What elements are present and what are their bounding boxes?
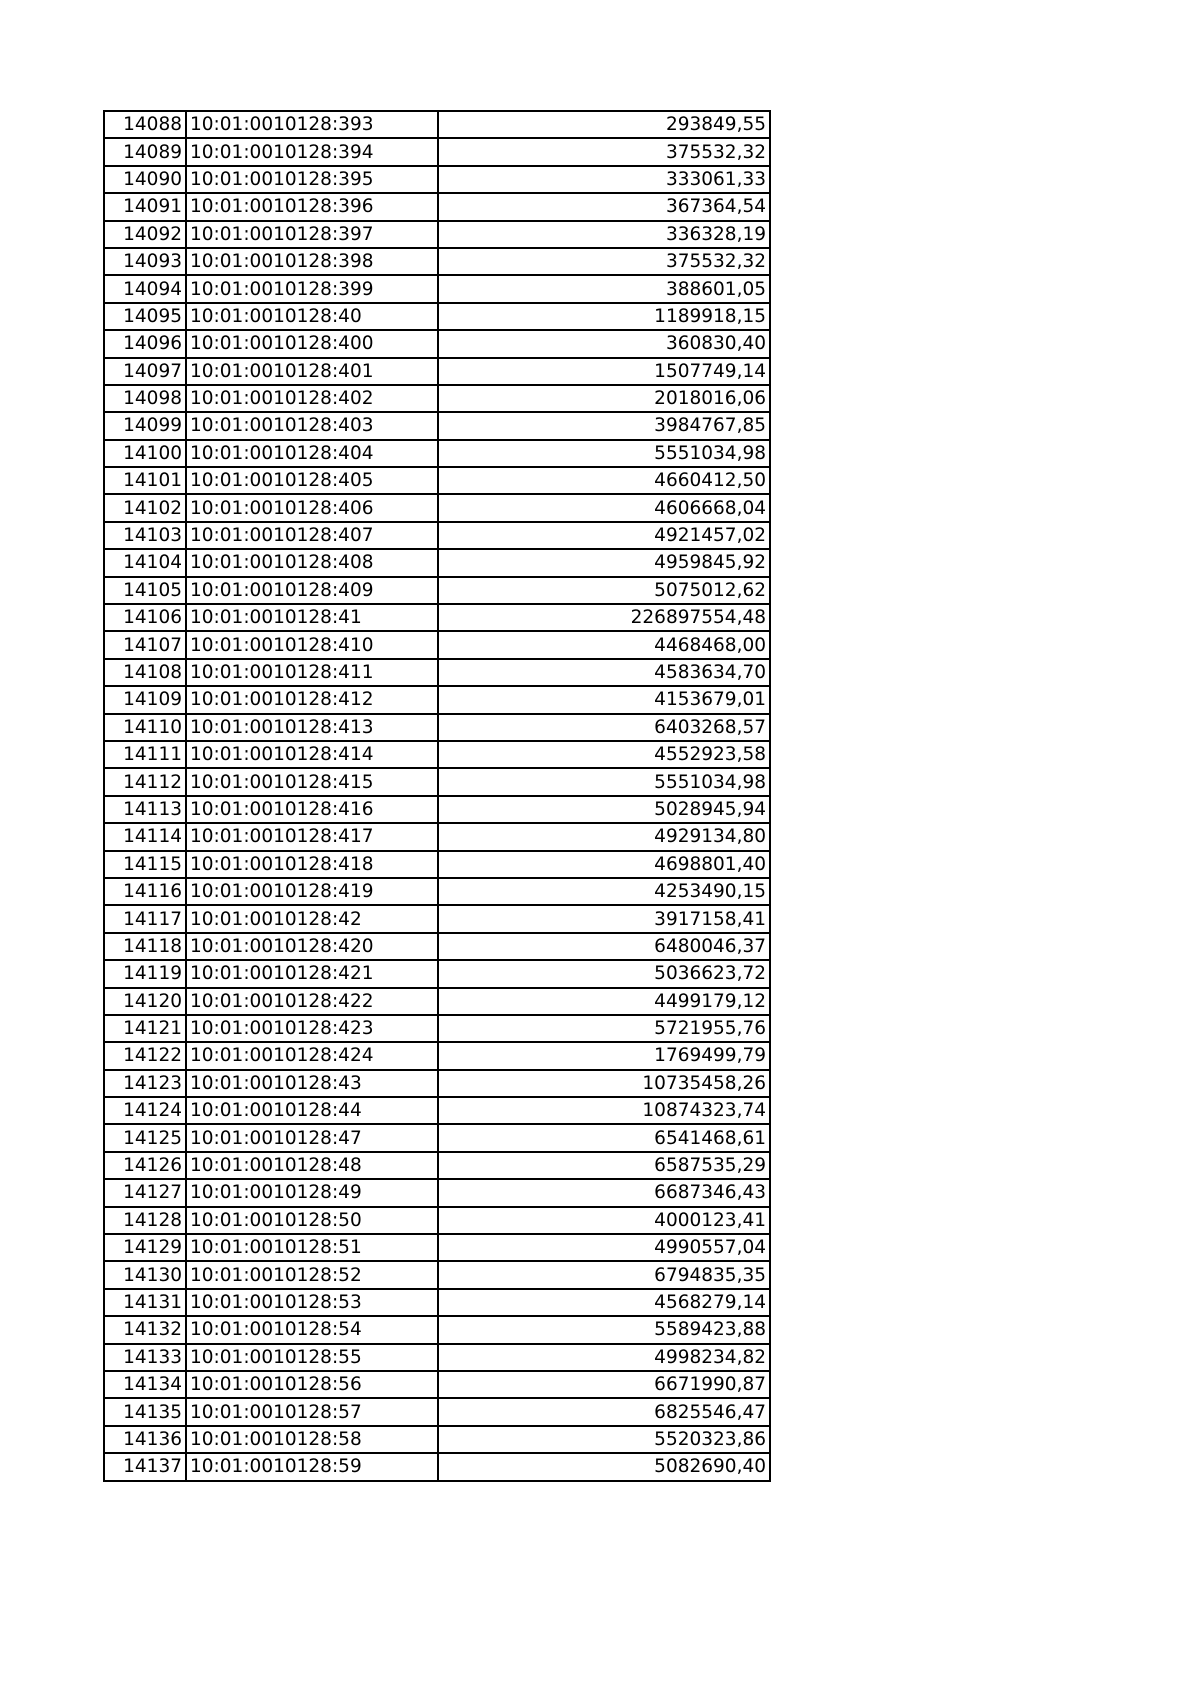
table-row bbox=[104, 659, 770, 686]
cadastral-number-cell: 10:01:0010128:408 bbox=[186, 549, 438, 576]
table-row bbox=[104, 549, 770, 576]
value-cell: 375532,32 bbox=[438, 248, 770, 275]
table-row bbox=[104, 467, 770, 494]
row-number-cell: 14115 bbox=[104, 851, 186, 878]
table-row bbox=[104, 1426, 770, 1453]
row-number-cell: 14135 bbox=[104, 1398, 186, 1425]
table-row bbox=[104, 330, 770, 357]
cadastral-number-cell: 10:01:0010128:406 bbox=[186, 494, 438, 521]
table-row bbox=[104, 631, 770, 658]
value-cell: 1189918,15 bbox=[438, 303, 770, 330]
row-number-cell: 14129 bbox=[104, 1234, 186, 1261]
cadastral-number-cell: 10:01:0010128:403 bbox=[186, 412, 438, 439]
row-number-cell: 14116 bbox=[104, 878, 186, 905]
table-row bbox=[104, 1316, 770, 1343]
cadastral-number-cell: 10:01:0010128:393 bbox=[186, 111, 438, 138]
cadastral-number-cell: 10:01:0010128:58 bbox=[186, 1426, 438, 1453]
row-number-cell: 14117 bbox=[104, 905, 186, 932]
value-cell: 4921457,02 bbox=[438, 522, 770, 549]
row-number-cell: 14132 bbox=[104, 1316, 186, 1343]
cadastral-number-cell: 10:01:0010128:415 bbox=[186, 768, 438, 795]
value-cell: 4468468,00 bbox=[438, 631, 770, 658]
row-number-cell: 14099 bbox=[104, 412, 186, 439]
cadastral-number-cell: 10:01:0010128:409 bbox=[186, 577, 438, 604]
cadastral-number-cell: 10:01:0010128:400 bbox=[186, 330, 438, 357]
row-number-cell: 14107 bbox=[104, 631, 186, 658]
cadastral-number-cell: 10:01:0010128:405 bbox=[186, 467, 438, 494]
row-number-cell: 14123 bbox=[104, 1070, 186, 1097]
value-cell: 388601,05 bbox=[438, 275, 770, 302]
table-row bbox=[104, 686, 770, 713]
value-cell: 4499179,12 bbox=[438, 988, 770, 1015]
value-cell: 4253490,15 bbox=[438, 878, 770, 905]
value-cell: 367364,54 bbox=[438, 193, 770, 220]
table-row bbox=[104, 1398, 770, 1425]
cadastral-number-cell: 10:01:0010128:49 bbox=[186, 1179, 438, 1206]
row-number-cell: 14097 bbox=[104, 358, 186, 385]
table-row bbox=[104, 905, 770, 932]
table-row bbox=[104, 1179, 770, 1206]
row-number-cell: 14093 bbox=[104, 248, 186, 275]
cadastral-number-cell: 10:01:0010128:416 bbox=[186, 796, 438, 823]
cadastral-number-cell: 10:01:0010128:43 bbox=[186, 1070, 438, 1097]
table-row bbox=[104, 412, 770, 439]
row-number-cell: 14113 bbox=[104, 796, 186, 823]
table-row bbox=[104, 851, 770, 878]
table-row bbox=[104, 440, 770, 467]
table-row bbox=[104, 1234, 770, 1261]
row-number-cell: 14104 bbox=[104, 549, 186, 576]
value-cell: 5082690,40 bbox=[438, 1453, 770, 1480]
cadastral-number-cell: 10:01:0010128:410 bbox=[186, 631, 438, 658]
table-row bbox=[104, 741, 770, 768]
value-cell: 6587535,29 bbox=[438, 1152, 770, 1179]
cadastral-number-cell: 10:01:0010128:418 bbox=[186, 851, 438, 878]
value-cell: 4552923,58 bbox=[438, 741, 770, 768]
cadastral-number-cell: 10:01:0010128:57 bbox=[186, 1398, 438, 1425]
cadastral-number-cell: 10:01:0010128:53 bbox=[186, 1289, 438, 1316]
row-number-cell: 14108 bbox=[104, 659, 186, 686]
table-row bbox=[104, 494, 770, 521]
table-body bbox=[104, 111, 770, 1481]
row-number-cell: 14110 bbox=[104, 714, 186, 741]
cadastral-number-cell: 10:01:0010128:412 bbox=[186, 686, 438, 713]
cadastral-number-cell: 10:01:0010128:414 bbox=[186, 741, 438, 768]
table-row bbox=[104, 933, 770, 960]
value-cell: 1507749,14 bbox=[438, 358, 770, 385]
row-number-cell: 14094 bbox=[104, 275, 186, 302]
table-row bbox=[104, 1289, 770, 1316]
row-number-cell: 14130 bbox=[104, 1261, 186, 1288]
row-number-cell: 14089 bbox=[104, 138, 186, 165]
row-number-cell: 14088 bbox=[104, 111, 186, 138]
row-number-cell: 14114 bbox=[104, 823, 186, 850]
value-cell: 6794835,35 bbox=[438, 1261, 770, 1288]
row-number-cell: 14090 bbox=[104, 166, 186, 193]
table-row bbox=[104, 1152, 770, 1179]
value-cell: 360830,40 bbox=[438, 330, 770, 357]
value-cell: 4998234,82 bbox=[438, 1344, 770, 1371]
value-cell: 5075012,62 bbox=[438, 577, 770, 604]
value-cell: 375532,32 bbox=[438, 138, 770, 165]
row-number-cell: 14092 bbox=[104, 221, 186, 248]
cadastral-number-cell: 10:01:0010128:41 bbox=[186, 604, 438, 631]
value-cell: 4698801,40 bbox=[438, 851, 770, 878]
value-cell: 6671990,87 bbox=[438, 1371, 770, 1398]
table-row bbox=[104, 1371, 770, 1398]
cadastral-number-cell: 10:01:0010128:55 bbox=[186, 1344, 438, 1371]
table-row bbox=[104, 522, 770, 549]
row-number-cell: 14127 bbox=[104, 1179, 186, 1206]
row-number-cell: 14112 bbox=[104, 768, 186, 795]
table-row bbox=[104, 193, 770, 220]
value-cell: 2018016,06 bbox=[438, 385, 770, 412]
cadastral-number-cell: 10:01:0010128:424 bbox=[186, 1042, 438, 1069]
value-cell: 5036623,72 bbox=[438, 960, 770, 987]
row-number-cell: 14101 bbox=[104, 467, 186, 494]
table-row bbox=[104, 221, 770, 248]
value-cell: 3917158,41 bbox=[438, 905, 770, 932]
row-number-cell: 14134 bbox=[104, 1371, 186, 1398]
value-cell: 4000123,41 bbox=[438, 1207, 770, 1234]
row-number-cell: 14103 bbox=[104, 522, 186, 549]
value-cell: 6480046,37 bbox=[438, 933, 770, 960]
cadastral-number-cell: 10:01:0010128:396 bbox=[186, 193, 438, 220]
value-cell: 333061,33 bbox=[438, 166, 770, 193]
table-row bbox=[104, 878, 770, 905]
table-row bbox=[104, 275, 770, 302]
table-row bbox=[104, 248, 770, 275]
value-cell: 3984767,85 bbox=[438, 412, 770, 439]
row-number-cell: 14109 bbox=[104, 686, 186, 713]
table-row bbox=[104, 714, 770, 741]
cadastral-number-cell: 10:01:0010128:407 bbox=[186, 522, 438, 549]
value-cell: 5520323,86 bbox=[438, 1426, 770, 1453]
table-row bbox=[104, 303, 770, 330]
cadastral-number-cell: 10:01:0010128:56 bbox=[186, 1371, 438, 1398]
row-number-cell: 14136 bbox=[104, 1426, 186, 1453]
cadastral-number-cell: 10:01:0010128:398 bbox=[186, 248, 438, 275]
value-cell: 10874323,74 bbox=[438, 1097, 770, 1124]
cadastral-number-cell: 10:01:0010128:419 bbox=[186, 878, 438, 905]
cadastral-number-cell: 10:01:0010128:50 bbox=[186, 1207, 438, 1234]
table-row bbox=[104, 1124, 770, 1151]
table-row bbox=[104, 1261, 770, 1288]
value-cell: 5721955,76 bbox=[438, 1015, 770, 1042]
row-number-cell: 14105 bbox=[104, 577, 186, 604]
value-cell: 5589423,88 bbox=[438, 1316, 770, 1343]
cadastral-number-cell: 10:01:0010128:399 bbox=[186, 275, 438, 302]
table-row bbox=[104, 988, 770, 1015]
table-row bbox=[104, 577, 770, 604]
row-number-cell: 14120 bbox=[104, 988, 186, 1015]
row-number-cell: 14091 bbox=[104, 193, 186, 220]
table-row bbox=[104, 1070, 770, 1097]
row-number-cell: 14128 bbox=[104, 1207, 186, 1234]
value-cell: 5551034,98 bbox=[438, 440, 770, 467]
table-row bbox=[104, 768, 770, 795]
cadastral-number-cell: 10:01:0010128:44 bbox=[186, 1097, 438, 1124]
cadastral-number-cell: 10:01:0010128:394 bbox=[186, 138, 438, 165]
cadastral-number-cell: 10:01:0010128:421 bbox=[186, 960, 438, 987]
cadastral-number-cell: 10:01:0010128:47 bbox=[186, 1124, 438, 1151]
row-number-cell: 14122 bbox=[104, 1042, 186, 1069]
table-row bbox=[104, 1097, 770, 1124]
table-row bbox=[104, 1042, 770, 1069]
value-cell: 293849,55 bbox=[438, 111, 770, 138]
value-cell: 4153679,01 bbox=[438, 686, 770, 713]
row-number-cell: 14133 bbox=[104, 1344, 186, 1371]
row-number-cell: 14095 bbox=[104, 303, 186, 330]
table-row bbox=[104, 823, 770, 850]
row-number-cell: 14124 bbox=[104, 1097, 186, 1124]
value-cell: 4583634,70 bbox=[438, 659, 770, 686]
value-cell: 4568279,14 bbox=[438, 1289, 770, 1316]
table-row bbox=[104, 385, 770, 412]
value-cell: 1769499,79 bbox=[438, 1042, 770, 1069]
row-number-cell: 14100 bbox=[104, 440, 186, 467]
value-cell: 6687346,43 bbox=[438, 1179, 770, 1206]
row-number-cell: 14137 bbox=[104, 1453, 186, 1480]
row-number-cell: 14118 bbox=[104, 933, 186, 960]
cadastral-number-cell: 10:01:0010128:420 bbox=[186, 933, 438, 960]
table-row bbox=[104, 604, 770, 631]
value-cell: 5551034,98 bbox=[438, 768, 770, 795]
cadastral-number-cell: 10:01:0010128:423 bbox=[186, 1015, 438, 1042]
value-cell: 6825546,47 bbox=[438, 1398, 770, 1425]
value-cell: 4660412,50 bbox=[438, 467, 770, 494]
cadastral-number-cell: 10:01:0010128:413 bbox=[186, 714, 438, 741]
cadastral-number-cell: 10:01:0010128:59 bbox=[186, 1453, 438, 1480]
row-number-cell: 14106 bbox=[104, 604, 186, 631]
value-cell: 4606668,04 bbox=[438, 494, 770, 521]
cadastral-number-cell: 10:01:0010128:40 bbox=[186, 303, 438, 330]
row-number-cell: 14125 bbox=[104, 1124, 186, 1151]
cadastral-number-cell: 10:01:0010128:48 bbox=[186, 1152, 438, 1179]
cadastral-number-cell: 10:01:0010128:52 bbox=[186, 1261, 438, 1288]
cadastral-number-cell: 10:01:0010128:42 bbox=[186, 905, 438, 932]
value-cell: 5028945,94 bbox=[438, 796, 770, 823]
value-cell: 226897554,48 bbox=[438, 604, 770, 631]
value-cell: 4990557,04 bbox=[438, 1234, 770, 1261]
table-row bbox=[104, 166, 770, 193]
cadastral-number-cell: 10:01:0010128:402 bbox=[186, 385, 438, 412]
row-number-cell: 14096 bbox=[104, 330, 186, 357]
row-number-cell: 14111 bbox=[104, 741, 186, 768]
row-number-cell: 14102 bbox=[104, 494, 186, 521]
cadastral-number-cell: 10:01:0010128:404 bbox=[186, 440, 438, 467]
cadastral-number-cell: 10:01:0010128:417 bbox=[186, 823, 438, 850]
table-row bbox=[104, 1207, 770, 1234]
row-number-cell: 14119 bbox=[104, 960, 186, 987]
value-cell: 336328,19 bbox=[438, 221, 770, 248]
row-number-cell: 14098 bbox=[104, 385, 186, 412]
row-number-cell: 14126 bbox=[104, 1152, 186, 1179]
cadastral-number-cell: 10:01:0010128:397 bbox=[186, 221, 438, 248]
table-row bbox=[104, 111, 770, 138]
cadastral-number-cell: 10:01:0010128:51 bbox=[186, 1234, 438, 1261]
table-row bbox=[104, 358, 770, 385]
table-row bbox=[104, 1344, 770, 1371]
row-number-cell: 14121 bbox=[104, 1015, 186, 1042]
table-row bbox=[104, 1015, 770, 1042]
cadastral-number-cell: 10:01:0010128:411 bbox=[186, 659, 438, 686]
cadastral-number-cell: 10:01:0010128:401 bbox=[186, 358, 438, 385]
value-cell: 10735458,26 bbox=[438, 1070, 770, 1097]
cadastral-number-cell: 10:01:0010128:422 bbox=[186, 988, 438, 1015]
row-number-cell: 14131 bbox=[104, 1289, 186, 1316]
cadastral-value-table bbox=[103, 110, 771, 1482]
value-cell: 6541468,61 bbox=[438, 1124, 770, 1151]
table-row bbox=[104, 1453, 770, 1480]
table-row bbox=[104, 960, 770, 987]
cadastral-number-cell: 10:01:0010128:54 bbox=[186, 1316, 438, 1343]
table-row bbox=[104, 138, 770, 165]
value-cell: 4929134,80 bbox=[438, 823, 770, 850]
value-cell: 4959845,92 bbox=[438, 549, 770, 576]
cadastral-number-cell: 10:01:0010128:395 bbox=[186, 166, 438, 193]
table-row bbox=[104, 796, 770, 823]
value-cell: 6403268,57 bbox=[438, 714, 770, 741]
